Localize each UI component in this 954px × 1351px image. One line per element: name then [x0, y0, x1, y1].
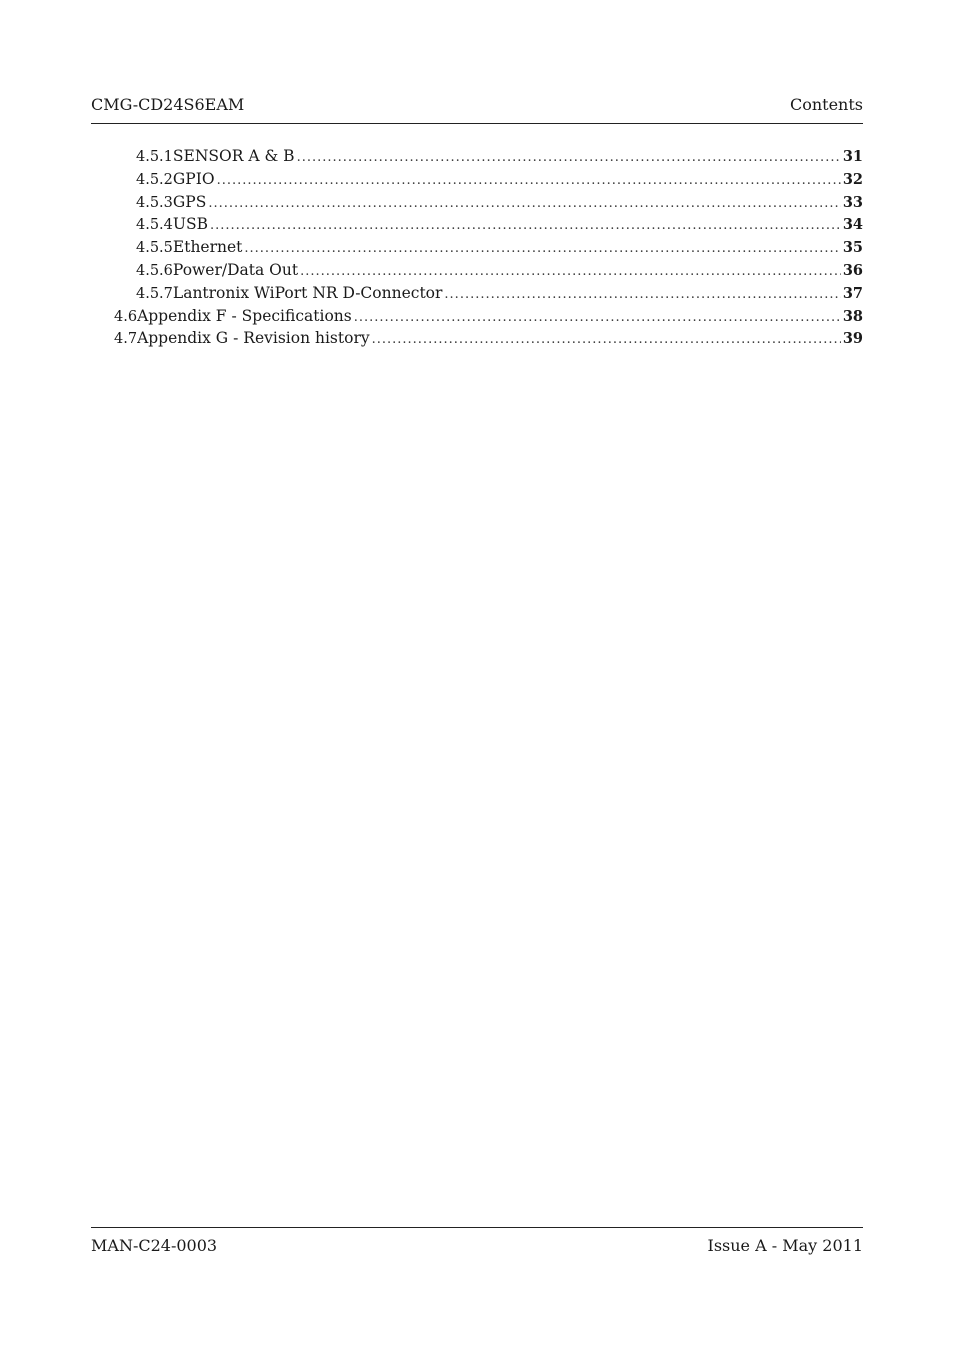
toc-leader	[300, 264, 841, 279]
toc-entry-number: 4.6	[114, 308, 138, 325]
toc-entry-title: Appendix G - Revision history	[137, 329, 370, 348]
toc-entry-number: 4.5.5	[136, 240, 173, 257]
toc-entry[interactable]	[91, 215, 863, 238]
toc-entry-page: 31	[842, 148, 863, 165]
section-name: Contents	[789, 95, 863, 114]
toc-entry-number: 4.7	[114, 331, 138, 348]
header-divider	[91, 123, 863, 124]
toc-entry-page: 33	[842, 193, 863, 211]
toc-entry[interactable]	[91, 238, 863, 261]
toc-entry[interactable]	[91, 307, 863, 330]
toc-entry-number: 4.5.7	[136, 285, 173, 302]
toc-entry-title: Lantronix WiPort NR D-Connector	[172, 283, 443, 302]
toc-entry[interactable]	[91, 147, 863, 170]
toc-entry-page: 36	[842, 261, 863, 279]
toc-entry-title: Appendix F - Specifications	[137, 306, 352, 325]
toc-leader	[354, 310, 841, 325]
toc-entry[interactable]	[91, 284, 863, 307]
toc-entry-page: 37	[842, 284, 863, 302]
document-model: CMG-CD24S6EAM	[91, 95, 245, 114]
toc-entry-page: 34	[842, 216, 863, 234]
toc-leader	[244, 241, 840, 256]
toc-leader	[372, 332, 841, 347]
toc-entry-page: 35	[842, 239, 863, 257]
toc-leader	[217, 173, 841, 188]
footer-divider	[91, 1227, 863, 1228]
toc-entry-title: Ethernet	[172, 238, 243, 257]
document-number: MAN-C24-0003	[91, 1236, 218, 1255]
issue-date: Issue A - May 2011	[707, 1236, 863, 1255]
toc-entry[interactable]	[91, 170, 863, 193]
toc-entry-number: 4.5.6	[136, 262, 173, 279]
toc-leader	[297, 150, 841, 165]
toc-leader	[208, 196, 840, 211]
toc-entry-number: 4.5.3	[136, 194, 173, 211]
toc-entry[interactable]	[91, 261, 863, 284]
table-of-contents	[91, 147, 863, 352]
toc-entry-title: SENSOR A & B	[172, 147, 295, 165]
toc-entry-number: 4.5.4	[136, 217, 173, 234]
toc-entry-title: GPS	[172, 192, 207, 211]
toc-entry-page: 39	[842, 330, 863, 348]
toc-entry-number: 4.5.2	[136, 171, 173, 188]
toc-entry-page: 32	[842, 170, 863, 188]
toc-entry-title: USB	[172, 215, 208, 234]
toc-entry-title: GPIO	[172, 169, 215, 188]
toc-leader	[444, 287, 840, 302]
page-footer	[91, 1236, 863, 1260]
toc-entry-number: 4.5.1	[136, 149, 173, 165]
toc-entry[interactable]	[91, 193, 863, 216]
toc-entry[interactable]	[91, 329, 863, 352]
toc-leader	[210, 218, 841, 233]
toc-entry-page: 38	[842, 307, 863, 325]
page-header	[91, 90, 863, 114]
toc-entry-title: Power/Data Out	[172, 260, 299, 279]
